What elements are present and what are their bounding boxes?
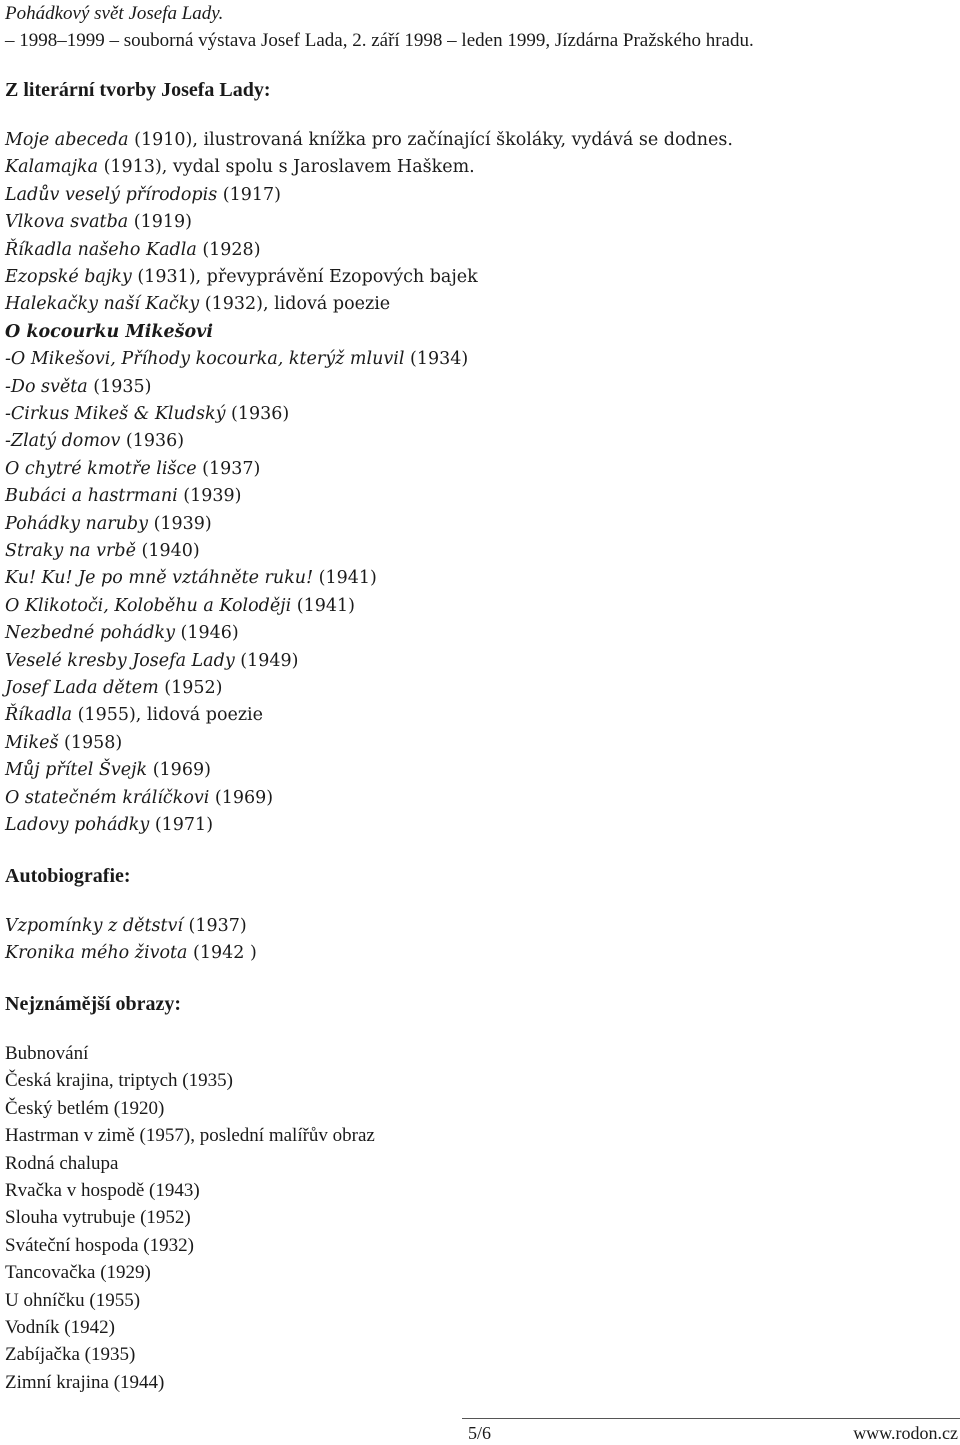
work-item xyxy=(5,127,733,153)
work-item xyxy=(5,593,355,619)
work-year-note: (1952) xyxy=(158,678,223,698)
footer-website-link[interactable]: www.rodon.cz xyxy=(853,1423,958,1443)
work-year-note: (1939) xyxy=(177,486,242,507)
work-item xyxy=(5,182,281,208)
work-year-note: (1941) xyxy=(291,595,355,616)
painting-item: Sváteční hospoda (1932) xyxy=(5,1234,194,1256)
work-item xyxy=(5,940,257,966)
painting-item: Slouha vytrubuje (1952) xyxy=(5,1207,191,1229)
work-title: Vzpomínky z dětství xyxy=(5,916,183,936)
work-year-note: (1971) xyxy=(149,815,214,835)
painting-item: Bubnování xyxy=(5,1043,89,1064)
work-title: Nezbedné pohádky xyxy=(5,623,175,644)
work-item xyxy=(5,483,241,509)
work-year-note: (1936) xyxy=(225,404,290,424)
work-title: Straky na vrbě xyxy=(5,541,136,561)
work-item xyxy=(5,565,377,591)
work-item xyxy=(5,702,263,728)
work-year-note: (1949) xyxy=(234,650,299,671)
work-title: Ladovy pohádky xyxy=(5,815,150,835)
painting-item: Tancovačka (1929) xyxy=(5,1262,151,1284)
work-title: Moje abeceda xyxy=(5,130,129,150)
work-item xyxy=(5,209,192,235)
work-title: Kronika mého života xyxy=(5,943,188,964)
work-item xyxy=(5,757,211,783)
work-year-note: (1958) xyxy=(58,732,123,753)
work-item xyxy=(5,675,223,701)
painting-item: Vodník (1942) xyxy=(5,1317,115,1338)
painting-item: Zimní krajina (1944) xyxy=(5,1371,165,1393)
exhibition-title: Pohádkový svět Josefa Lady. xyxy=(5,3,224,24)
work-title: Pohádky naruby xyxy=(5,513,148,534)
work-year-note: (1946) xyxy=(174,623,239,644)
work-year-note: (1910), ilustrovaná knížka pro začínající školáky, vydává se dodnes. xyxy=(128,130,733,150)
painting-item: Zabíjačka (1935) xyxy=(5,1344,136,1366)
work-title: Josef Lada dětem xyxy=(5,678,159,698)
work-title: -Cirkus Mikeš & Kludský xyxy=(5,404,226,424)
work-title: Ladův veselý přírodopis xyxy=(5,184,218,205)
work-year-note: (1928) xyxy=(196,239,261,260)
painting-item: Český betlém (1920) xyxy=(5,1097,165,1119)
work-item xyxy=(5,428,184,454)
work-item xyxy=(5,154,475,180)
work-year-note: (1969) xyxy=(209,787,274,808)
painting-item: Rodná chalupa xyxy=(5,1152,119,1174)
work-item xyxy=(5,785,273,811)
work-year-note: (1936) xyxy=(120,431,185,452)
work-title: Ku! Ku! Je po mně vztáhněte ruku! xyxy=(5,568,314,589)
work-item xyxy=(5,620,239,646)
work-item xyxy=(5,401,289,427)
work-title: Mikeš xyxy=(5,732,59,753)
work-title: Veselé kresby Josefa Lady xyxy=(5,650,235,671)
work-item xyxy=(5,237,261,263)
work-item xyxy=(5,291,390,317)
work-item xyxy=(5,648,298,674)
work-year-note: (1919) xyxy=(128,212,192,233)
autobiography-heading: Autobiografie: xyxy=(5,865,131,887)
work-title: Bubáci a hastrmani xyxy=(5,486,178,507)
exhibition-details: – 1998–1999 – souborná výstava Josef Lada, 2. září 1998 – leden 1999, Jízdárna Pražského hradu. xyxy=(5,30,754,51)
work-item xyxy=(5,264,478,290)
work-year-note: (1917) xyxy=(217,184,281,205)
work-title: Říkadla našeho Kadla xyxy=(5,239,197,260)
work-item xyxy=(5,346,468,372)
work-year-note: (1913), vydal spolu s Jaroslavem Haškem. xyxy=(98,157,475,178)
work-year-note: (1969) xyxy=(147,760,211,781)
work-item xyxy=(5,319,213,345)
work-item xyxy=(5,913,247,939)
work-year-note: (1937) xyxy=(182,916,247,936)
work-title: Říkadla xyxy=(5,705,73,726)
work-year-note: (1934) xyxy=(404,349,469,370)
work-title: Kalamajka xyxy=(5,157,99,178)
work-title: O Klikotoči, Koloběhu a Koloději xyxy=(5,595,292,616)
painting-item: Rvačka v hospodě (1943) xyxy=(5,1180,200,1201)
work-title: Můj přítel Švejk xyxy=(5,760,148,781)
work-year-note: (1937) xyxy=(196,458,261,479)
work-year-note: (1939) xyxy=(148,513,212,534)
work-year-note: (1955), lidová poezie xyxy=(72,705,264,726)
work-title: -O Mikešovi, Příhody kocourka, kterýž mluvil xyxy=(5,349,405,370)
page-number: 5/6 xyxy=(468,1423,492,1443)
work-item xyxy=(5,812,213,838)
work-title: -Zlatý domov xyxy=(5,431,121,452)
work-item xyxy=(5,511,212,537)
work-title: O kocourku Mikešovi xyxy=(5,321,213,342)
literary-works-heading: Z literární tvorby Josefa Lady: xyxy=(5,79,271,101)
work-item xyxy=(5,374,152,400)
work-title: O chytré kmotře lišce xyxy=(5,458,197,479)
work-item xyxy=(5,730,122,756)
work-title: Vlkova svatba xyxy=(5,212,129,233)
work-year-note: (1931), převyprávění Ezopových bajek xyxy=(131,267,478,287)
work-item xyxy=(5,456,260,482)
work-item xyxy=(5,538,200,564)
work-title: Ezopské bajky xyxy=(5,267,132,287)
painting-item: Česká krajina, triptych (1935) xyxy=(5,1070,233,1092)
painting-item: Hastrman v zimě (1957), poslední malířův obraz xyxy=(5,1125,375,1147)
work-title: O statečném králíčkovi xyxy=(5,787,210,808)
work-title: -Do světa xyxy=(5,376,88,397)
work-year-note: (1942 ) xyxy=(187,943,257,964)
work-title: Halekačky naší Kačky xyxy=(5,294,200,315)
work-year-note: (1940) xyxy=(135,541,200,561)
paintings-heading: Nejznámější obrazy: xyxy=(5,993,182,1015)
work-year-note: (1941) xyxy=(313,568,377,589)
work-year-note: (1935) xyxy=(87,376,152,397)
painting-item: U ohníčku (1955) xyxy=(5,1289,141,1311)
work-year-note: (1932), lidová poezie xyxy=(199,294,391,315)
footer-divider xyxy=(462,1418,960,1419)
